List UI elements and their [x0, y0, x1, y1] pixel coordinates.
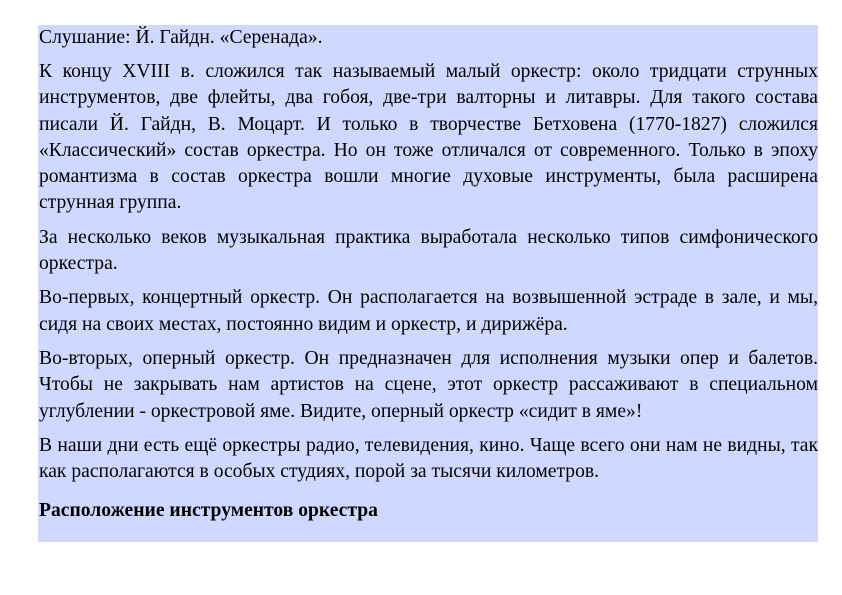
paragraph-concert-orchestra: Во-первых, концертный оркестр. Он располагается на возвышенной эстраде в зале, и мы, сидя на своих местах, постоянно видим и оркестр, и дирижёра.	[39, 287, 818, 335]
section-title: Расположение инструментов оркестра	[39, 500, 378, 522]
paragraph-small-orchestra: К концу XVIII в. сложился так называемый малый оркестр: около тридцати струнных инструментов, две флейты, два гобоя, две-три валторны и литавры. Для такого состава писали Й. Гайдн, В. Моцарт. И только в творчестве Бетховена (1770-1827) сложился «Классический» состав оркестра. Но он тоже отличался от современного. Только в эпоху романтизма в состав оркестра вошли многие духовые инструменты, была расширена струнная группа.	[39, 61, 818, 214]
highlighted-text-block	[38, 25, 818, 542]
listening-heading: Слушание: Й. Гайдн. «Серенада».	[39, 27, 323, 48]
paragraph-opera-orchestra: Во-вторых, оперный оркестр. Он предназначен для исполнения музыки опер и балетов. Чтобы не закрывать нам артистов на сцене, этот оркестр рассаживают в специальном углублении - оркестровой яме. Видите, оперный оркестр «сидит в яме»!	[39, 347, 818, 422]
paragraph-orchestra-types: За несколько веков музыкальная практика выработала несколько типов симфонического оркестра.	[39, 226, 818, 275]
paragraph-radio-orchestras: В наши дни есть ещё оркестры радио, телевидения, кино. Чаще всего они нам не видны, так как располагаются в особых студиях, порой за тысячи километров.	[39, 434, 818, 483]
